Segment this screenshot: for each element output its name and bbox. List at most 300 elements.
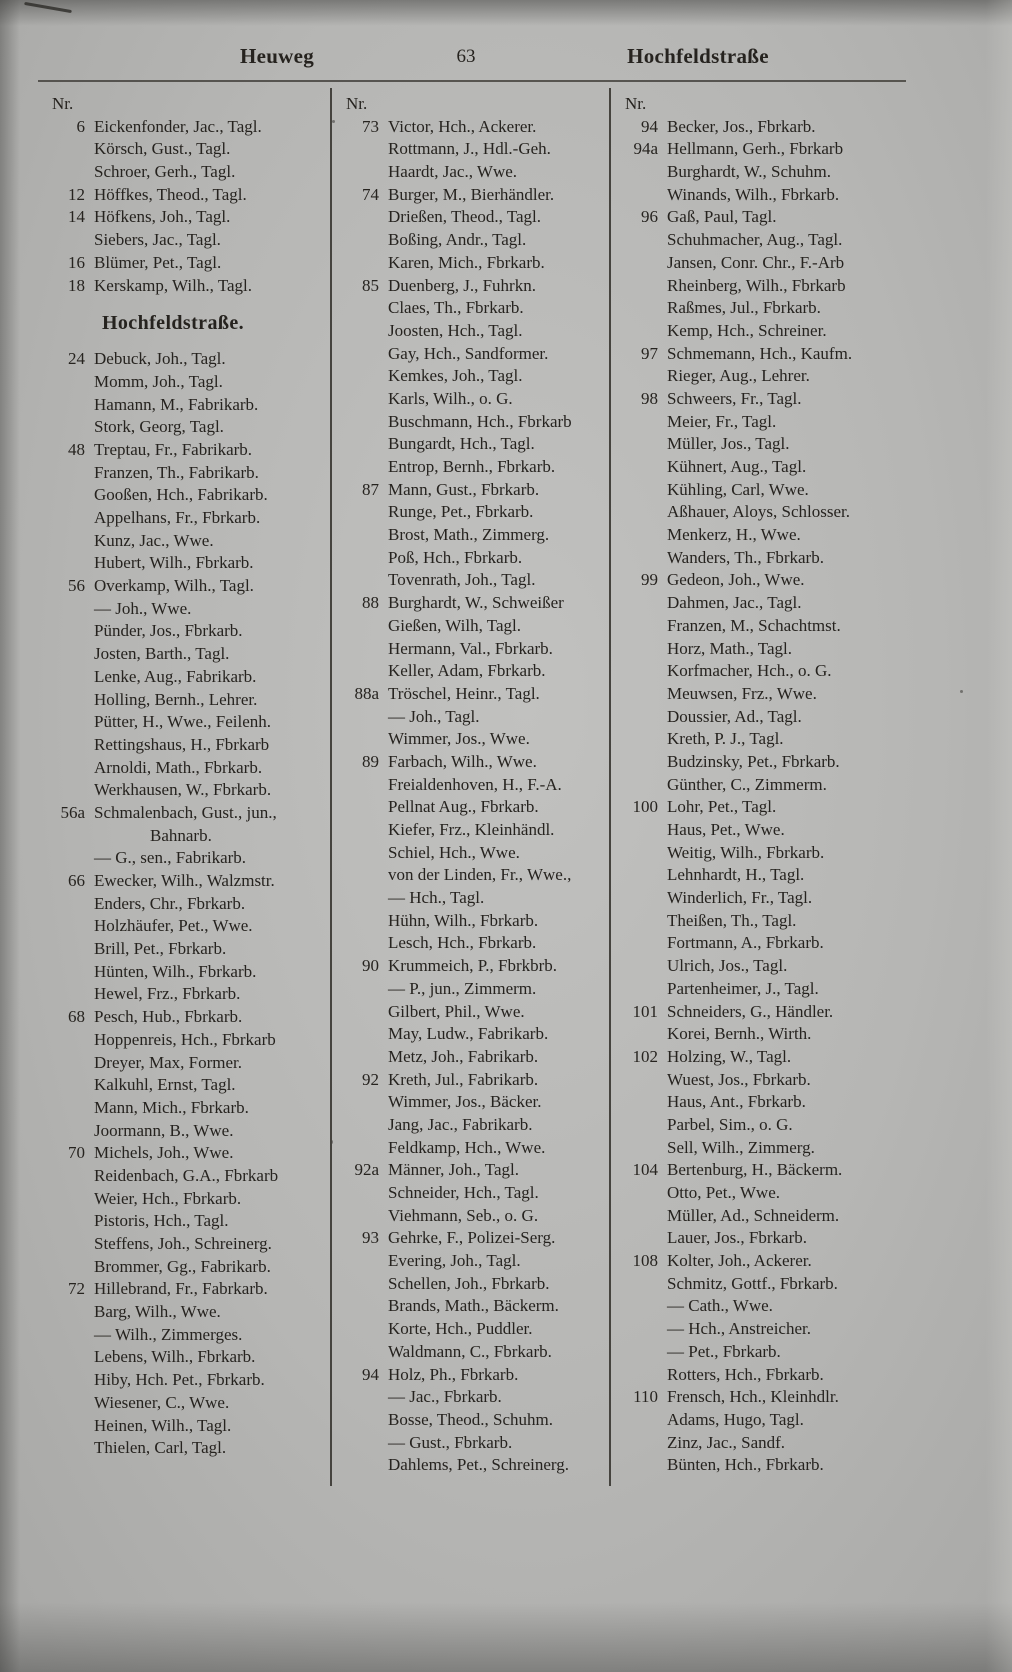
- house-number: [340, 638, 388, 661]
- directory-entry-row: [619, 1091, 904, 1114]
- directory-entry-row: [340, 615, 609, 638]
- resident-text: Keller, Adam, Fbrkarb.: [388, 661, 546, 681]
- directory-column-middle: [330, 88, 611, 1486]
- directory-entry-row: [340, 1250, 609, 1273]
- directory-entry-row: [340, 252, 609, 275]
- resident-text: Joosten, Hch., Tagl.: [388, 320, 523, 340]
- resident-text: Pistoris, Hch., Tagl.: [94, 1211, 229, 1231]
- resident-text: Hünten, Wilh., Fbrkarb.: [94, 961, 257, 981]
- house-number: [46, 938, 94, 961]
- resident-text: Josten, Barth., Tagl.: [94, 644, 230, 664]
- directory-entry-row: [619, 1069, 904, 1092]
- resident-text: Schweers, Fr., Tagl.: [667, 388, 802, 408]
- resident-text: Evering, Joh., Tagl.: [388, 1251, 521, 1271]
- resident-text: Blümer, Pet., Tagl.: [94, 252, 222, 272]
- directory-entry-row: [619, 343, 904, 366]
- resident-text: Sell, Wilh., Zimmerg.: [667, 1137, 815, 1157]
- house-number: [46, 1369, 94, 1392]
- house-number: [46, 1233, 94, 1256]
- house-number: [619, 819, 667, 842]
- house-number: [340, 864, 388, 887]
- house-number: [340, 887, 388, 910]
- directory-entry-row: [46, 394, 330, 417]
- resident-text: Holling, Bernh., Lehrer.: [94, 689, 258, 709]
- house-number: 74: [362, 184, 379, 204]
- directory-entry-row: [46, 530, 330, 553]
- house-number: [46, 1165, 94, 1188]
- resident-text: Burghardt, W., Schweißer: [388, 593, 564, 613]
- resident-text: Fortmann, A., Fbrkarb.: [667, 933, 824, 953]
- directory-entry-row: [46, 275, 330, 298]
- resident-text: Winderlich, Fr., Tagl.: [667, 888, 813, 908]
- directory-entry-row: [340, 116, 609, 139]
- directory-entry-row: [46, 983, 330, 1006]
- directory-entry-row: [46, 757, 330, 780]
- directory-entry-row: [340, 955, 609, 978]
- resident-text: Lenke, Aug., Fabrikarb.: [94, 666, 257, 686]
- house-number: 14: [68, 207, 85, 227]
- directory-entry-row: [619, 229, 904, 252]
- resident-text: Poß, Hch., Fbrkarb.: [388, 547, 523, 567]
- house-number: [340, 1205, 388, 1228]
- resident-text: Zinz, Jac., Sandf.: [667, 1432, 786, 1452]
- directory-entry-row: [340, 1069, 609, 1092]
- house-number: [340, 1114, 388, 1137]
- resident-text: Metz, Joh., Fabrikarb.: [388, 1046, 539, 1066]
- resident-text: Kiefer, Frz., Kleinhändl.: [388, 820, 555, 839]
- house-number: [340, 1386, 388, 1409]
- resident-text: Overkamp, Wilh., Tagl.: [94, 576, 254, 596]
- resident-text: Hamann, M., Fabrikarb.: [94, 394, 259, 414]
- resident-text: Duenberg, J., Fuhrkn.: [388, 275, 536, 295]
- directory-entry-row: [340, 1273, 609, 1296]
- house-number: [619, 1023, 667, 1046]
- directory-entry-row: [46, 575, 330, 598]
- house-number: [340, 660, 388, 683]
- house-number: [619, 297, 667, 320]
- directory-entry-row: [340, 592, 609, 615]
- house-number: [619, 501, 667, 524]
- directory-entry-row: [340, 433, 609, 456]
- resident-text: Lehnhardt, H., Tagl.: [667, 865, 805, 885]
- house-number: [340, 1182, 388, 1205]
- directory-entry-row: [46, 1256, 330, 1279]
- running-header-right-street: Hochfeldstraße: [627, 44, 769, 68]
- house-number: [340, 161, 388, 184]
- house-number: [340, 1046, 388, 1069]
- directory-entry-row: [46, 1324, 330, 1347]
- resident-text: Müller, Ad., Schneiderm.: [667, 1205, 840, 1225]
- house-number: [619, 433, 667, 456]
- house-number: 92a: [354, 1160, 379, 1180]
- directory-entry-row: [619, 1409, 904, 1432]
- directory-entry-row: [46, 620, 330, 643]
- house-number: 93: [362, 1228, 379, 1248]
- directory-entry-row: [619, 978, 904, 1001]
- resident-text: Victor, Hch., Ackerer.: [388, 116, 537, 136]
- resident-text: Dahlems, Pet., Schreinerg.: [388, 1455, 569, 1475]
- directory-entry-row: [340, 275, 609, 298]
- resident-text: Lebens, Wilh., Fbrkarb.: [94, 1347, 256, 1367]
- directory-entry-row: [619, 615, 904, 638]
- nr-column-label: Nr.: [346, 94, 368, 113]
- house-number: [340, 774, 388, 797]
- resident-text: Schiel, Hch., Wwe.: [388, 842, 520, 862]
- directory-entry-row: [619, 252, 904, 275]
- directory-entry-row: [46, 116, 330, 139]
- nr-column-label: Nr.: [52, 94, 74, 113]
- resident-text: Joormann, B., Wwe.: [94, 1120, 234, 1140]
- house-number: [340, 501, 388, 524]
- resident-text: Karen, Mich., Fbrkarb.: [388, 252, 545, 272]
- house-number: [619, 1295, 667, 1318]
- directory-entry-row: [619, 1432, 904, 1455]
- directory-entry-row: [46, 161, 330, 184]
- resident-text: Lauer, Jos., Fbrkarb.: [667, 1228, 808, 1248]
- directory-entry-row: [46, 462, 330, 485]
- directory-entry-row: [46, 779, 330, 802]
- resident-text: Hiby, Hch. Pet., Fbrkarb.: [94, 1370, 265, 1390]
- resident-text: Runge, Pet., Fbrkarb.: [388, 502, 534, 522]
- resident-text: Lesch, Hch., Fbrkarb.: [388, 933, 537, 953]
- directory-entry-row: [340, 1182, 609, 1205]
- directory-entry-row: [619, 1386, 904, 1409]
- house-number: [340, 796, 388, 819]
- resident-text: Hoppenreis, Hch., Fbrkarb: [94, 1029, 276, 1049]
- directory-entry-row: [46, 870, 330, 893]
- resident-text: — G., sen., Fabrikarb.: [94, 848, 247, 868]
- directory-entry-row: [46, 252, 330, 275]
- directory-entry-row: [340, 774, 609, 797]
- house-number: 94a: [633, 139, 658, 159]
- resident-text: Hillebrand, Fr., Fabrkarb.: [94, 1279, 268, 1299]
- resident-text: Korte, Hch., Puddler.: [388, 1319, 533, 1339]
- resident-text: Pütter, H., Wwe., Feilenh.: [94, 712, 272, 732]
- resident-text: Menkerz, H., Wwe.: [667, 525, 801, 545]
- house-number: [619, 864, 667, 887]
- resident-text: Wanders, Th., Fbrkarb.: [667, 547, 824, 567]
- resident-text: Schellen, Joh., Fbrkarb.: [388, 1273, 550, 1293]
- house-number: [619, 365, 667, 388]
- house-number: 94: [362, 1364, 379, 1384]
- directory-entry-row: [46, 1233, 330, 1256]
- directory-entry-row: [619, 1250, 904, 1273]
- resident-text: Brill, Pet., Fbrkarb.: [94, 939, 227, 959]
- house-number: 24: [68, 349, 85, 369]
- directory-entry-row: [619, 1454, 904, 1477]
- house-number: [619, 1341, 667, 1364]
- resident-text: Gooßen, Hch., Fabrikarb.: [94, 485, 268, 505]
- directory-entry-row: [46, 802, 330, 825]
- directory-entry-row: [619, 592, 904, 615]
- resident-text: Hubert, Wilh., Fbrkarb.: [94, 553, 254, 573]
- directory-entry-row: [619, 501, 904, 524]
- directory-entry-row: [619, 819, 904, 842]
- house-number: [340, 1454, 388, 1477]
- resident-text: Ewecker, Wilh., Walzmstr.: [94, 871, 275, 890]
- house-number: 101: [632, 1001, 658, 1021]
- directory-entry-row: [340, 1318, 609, 1341]
- resident-text: Jansen, Conr. Chr., F.-Arb: [667, 252, 845, 272]
- directory-entry-row: [46, 1006, 330, 1029]
- directory-entry-row: [619, 1001, 904, 1024]
- directory-entry-row: [619, 411, 904, 434]
- resident-text: Hellmann, Gerh., Fbrkarb: [667, 139, 844, 159]
- house-number: [46, 711, 94, 734]
- house-number: [340, 1091, 388, 1114]
- house-number: 48: [68, 439, 85, 459]
- resident-text: Franzen, M., Schachtmst.: [667, 615, 841, 635]
- directory-entry-row: [619, 842, 904, 865]
- resident-text: Meuwsen, Frz., Wwe.: [667, 683, 817, 703]
- directory-entry-row: [619, 275, 904, 298]
- resident-text: Kreth, P. J., Tagl.: [667, 729, 784, 749]
- directory-entry-row: [46, 206, 330, 229]
- resident-text: Haardt, Jac., Wwe.: [388, 162, 518, 182]
- house-number: [46, 757, 94, 780]
- directory-entry-row: [619, 524, 904, 547]
- directory-entry-row: [46, 1415, 330, 1438]
- house-number: [340, 728, 388, 751]
- house-number: [46, 1052, 94, 1075]
- directory-entry-row: [46, 915, 330, 938]
- resident-text: Gedeon, Joh., Wwe.: [667, 570, 805, 590]
- house-number: 70: [68, 1143, 85, 1163]
- house-number: 97: [641, 343, 658, 363]
- house-number: [46, 552, 94, 575]
- house-number: [619, 638, 667, 661]
- directory-entry-row: [340, 978, 609, 1001]
- house-number: 88: [362, 593, 379, 613]
- directory-entry-row: [46, 1369, 330, 1392]
- house-number: 85: [362, 275, 379, 295]
- resident-text: Schroer, Gerh., Tagl.: [94, 162, 236, 182]
- directory-entry-row: [619, 116, 904, 139]
- directory-entry-row: [619, 1318, 904, 1341]
- resident-text: Kühling, Carl, Wwe.: [667, 479, 809, 499]
- resident-text: — Joh., Tagl.: [388, 706, 480, 726]
- house-number: [340, 252, 388, 275]
- house-number: [340, 1273, 388, 1296]
- directory-entry-row: [46, 598, 330, 621]
- directory-entry-row: [340, 638, 609, 661]
- resident-text: Burger, M., Bierhändler.: [388, 184, 555, 204]
- directory-entry-row: [619, 955, 904, 978]
- directory-entry-row: [340, 297, 609, 320]
- resident-text: Enders, Chr., Fbrkarb.: [94, 893, 246, 913]
- house-number: [340, 388, 388, 411]
- directory-entry-row: [46, 1210, 330, 1233]
- house-number: [619, 774, 667, 797]
- resident-text: Männer, Joh., Tagl.: [388, 1160, 519, 1180]
- house-number: [340, 1295, 388, 1318]
- resident-text: Pesch, Hub., Fbrkarb.: [94, 1007, 243, 1027]
- house-number: 72: [68, 1279, 85, 1299]
- resident-text: Korei, Bernh., Wirth.: [667, 1024, 812, 1044]
- house-number: [340, 615, 388, 638]
- house-number: [619, 978, 667, 1001]
- resident-text: Korfmacher, Hch., o. G.: [667, 661, 832, 681]
- resident-text: Stork, Georg, Tagl.: [94, 417, 224, 437]
- house-number: [340, 819, 388, 842]
- house-number: [46, 1392, 94, 1415]
- house-number: [46, 779, 94, 802]
- resident-text: Kemp, Hch., Schreiner.: [667, 320, 827, 340]
- resident-text: Höffkes, Theod., Tagl.: [94, 184, 247, 204]
- house-number: 108: [632, 1251, 658, 1271]
- directory-entry-row: [340, 1001, 609, 1024]
- resident-text: Parbel, Sim., o. G.: [667, 1114, 793, 1134]
- directory-entry-row: [340, 206, 609, 229]
- resident-text: Bertenburg, H., Bäckerm.: [667, 1160, 843, 1180]
- resident-text: Eickenfonder, Jac., Tagl.: [94, 116, 262, 136]
- directory-entry-row: [46, 711, 330, 734]
- resident-text: Drießen, Theod., Tagl.: [388, 207, 542, 227]
- house-number: [46, 1415, 94, 1438]
- house-number: [46, 462, 94, 485]
- directory-entry-row: [340, 1023, 609, 1046]
- directory-entry-row: [340, 728, 609, 751]
- resident-text: Lohr, Pet., Tagl.: [667, 797, 777, 817]
- resident-text: Rotters, Hch., Fbrkarb.: [667, 1364, 824, 1384]
- house-number: [340, 842, 388, 865]
- resident-text: Pellnat Aug., Fbrkarb.: [388, 797, 539, 817]
- resident-text: Bungardt, Hch., Tagl.: [388, 434, 535, 454]
- resident-text: May, Ludw., Fabrikarb.: [388, 1024, 549, 1044]
- house-number: [619, 275, 667, 298]
- house-number: [619, 932, 667, 955]
- directory-entry-row: [340, 1114, 609, 1137]
- house-number: [619, 706, 667, 729]
- directory-entry-row: [619, 1273, 904, 1296]
- resident-text: Momm, Joh., Tagl.: [94, 371, 223, 391]
- resident-text: Horz, Math., Tagl.: [667, 638, 793, 658]
- resident-text: Gießen, Wilh, Tagl.: [388, 615, 522, 635]
- resident-text: Rettingshaus, H., Fbrkarb: [94, 734, 270, 754]
- house-number: [619, 592, 667, 615]
- directory-entry-row: [46, 1301, 330, 1324]
- directory-entry-row: [340, 910, 609, 933]
- house-number: 68: [68, 1007, 85, 1027]
- resident-text: Tröschel, Heinr., Tagl.: [388, 683, 540, 703]
- resident-text: Meier, Fr., Tagl.: [667, 411, 777, 431]
- house-number: [46, 1029, 94, 1052]
- directory-entry-row: [340, 184, 609, 207]
- house-number: [46, 893, 94, 916]
- resident-text: Wiesener, C., Wwe.: [94, 1392, 230, 1412]
- running-header-left-street: Heuweg: [239, 44, 315, 68]
- directory-entry-row: [46, 643, 330, 666]
- resident-text: Weier, Hch., Fbrkarb.: [94, 1188, 242, 1208]
- street-section-heading: Hochfeldstraße.: [101, 312, 245, 335]
- house-number: 98: [641, 388, 658, 408]
- directory-entry-row: [46, 1188, 330, 1211]
- resident-text: Raßmes, Jul., Fbrkarb.: [667, 298, 821, 318]
- directory-entry-row: [619, 138, 904, 161]
- house-number: [46, 847, 94, 870]
- directory-entry-row: [619, 1182, 904, 1205]
- directory-entry-row: [340, 842, 609, 865]
- resident-text: Bünten, Hch., Fbrkarb.: [667, 1455, 824, 1475]
- resident-text: Schmitz, Gottf., Fbrkarb.: [667, 1273, 838, 1293]
- house-number: [46, 1346, 94, 1369]
- resident-text: Otto, Pet., Wwe.: [667, 1183, 781, 1202]
- directory-entry-row: [340, 161, 609, 184]
- directory-entry-row: [340, 320, 609, 343]
- resident-text: Feldkamp, Hch., Wwe.: [388, 1137, 546, 1157]
- house-number: 56a: [60, 802, 85, 822]
- house-number: [46, 689, 94, 712]
- house-number: [46, 983, 94, 1006]
- house-number: [619, 910, 667, 933]
- house-number: [340, 1137, 388, 1160]
- resident-text: Schmalenbach, Gust., jun.,: [94, 802, 277, 822]
- directory-entry-row: [619, 728, 904, 751]
- house-number: 56: [68, 576, 85, 596]
- house-number: 89: [362, 751, 379, 771]
- resident-text: Hewel, Frz., Fbrkarb.: [94, 984, 241, 1004]
- directory-entry-row: [340, 1341, 609, 1364]
- directory-entry-row: [619, 433, 904, 456]
- resident-text: Brommer, Gg., Fabrikarb.: [94, 1256, 271, 1276]
- directory-entry-row: [619, 1159, 904, 1182]
- resident-text: Farbach, Wilh., Wwe.: [388, 751, 537, 771]
- house-number: 90: [362, 956, 379, 976]
- directory-entry-row: [46, 1346, 330, 1369]
- resident-text: Aßhauer, Aloys, Schlosser.: [667, 502, 850, 522]
- resident-text: Holzing, W., Tagl.: [667, 1046, 792, 1066]
- directory-entry-row: [619, 1114, 904, 1137]
- resident-text: Rieger, Aug., Lehrer.: [667, 366, 810, 386]
- resident-text: — Cath., Wwe.: [667, 1296, 773, 1316]
- resident-text: Buschmann, Hch., Fbrkarb: [388, 411, 572, 431]
- house-number: [46, 484, 94, 507]
- directory-entry-row: [619, 1341, 904, 1364]
- directory-entry-row: [619, 1364, 904, 1387]
- directory-column-right: [611, 88, 904, 1486]
- directory-entry-row: [340, 1046, 609, 1069]
- house-number: [340, 1341, 388, 1364]
- resident-text: Mann, Gust., Fbrkarb.: [388, 479, 540, 499]
- directory-entry-row: [619, 569, 904, 592]
- directory-entry-row: [46, 961, 330, 984]
- house-number: [619, 1182, 667, 1205]
- resident-text: — Jac., Fbrkarb.: [388, 1387, 502, 1407]
- resident-text: Wimmer, Jos., Wwe.: [388, 729, 530, 749]
- directory-entry-row: [340, 932, 609, 955]
- resident-text: Dreyer, Max, Former.: [94, 1052, 243, 1072]
- nr-column-label: Nr.: [625, 94, 647, 113]
- directory-entry-row: [619, 932, 904, 955]
- resident-text: Viehmann, Seb., o. G.: [388, 1205, 539, 1225]
- resident-text: Haus, Pet., Wwe.: [667, 820, 785, 839]
- house-number: [619, 842, 667, 865]
- house-number: [619, 1432, 667, 1455]
- house-number: [340, 365, 388, 388]
- house-number: [619, 1454, 667, 1477]
- house-number: 104: [632, 1160, 658, 1180]
- house-number: [340, 978, 388, 1001]
- house-number: [46, 416, 94, 439]
- house-number: 99: [641, 570, 658, 590]
- house-number: [619, 320, 667, 343]
- house-number: [46, 138, 94, 161]
- house-number: [46, 1120, 94, 1143]
- house-number: [619, 411, 667, 434]
- directory-entry-row: [619, 297, 904, 320]
- resident-text: Gay, Hch., Sandformer.: [388, 343, 549, 363]
- house-number: [340, 910, 388, 933]
